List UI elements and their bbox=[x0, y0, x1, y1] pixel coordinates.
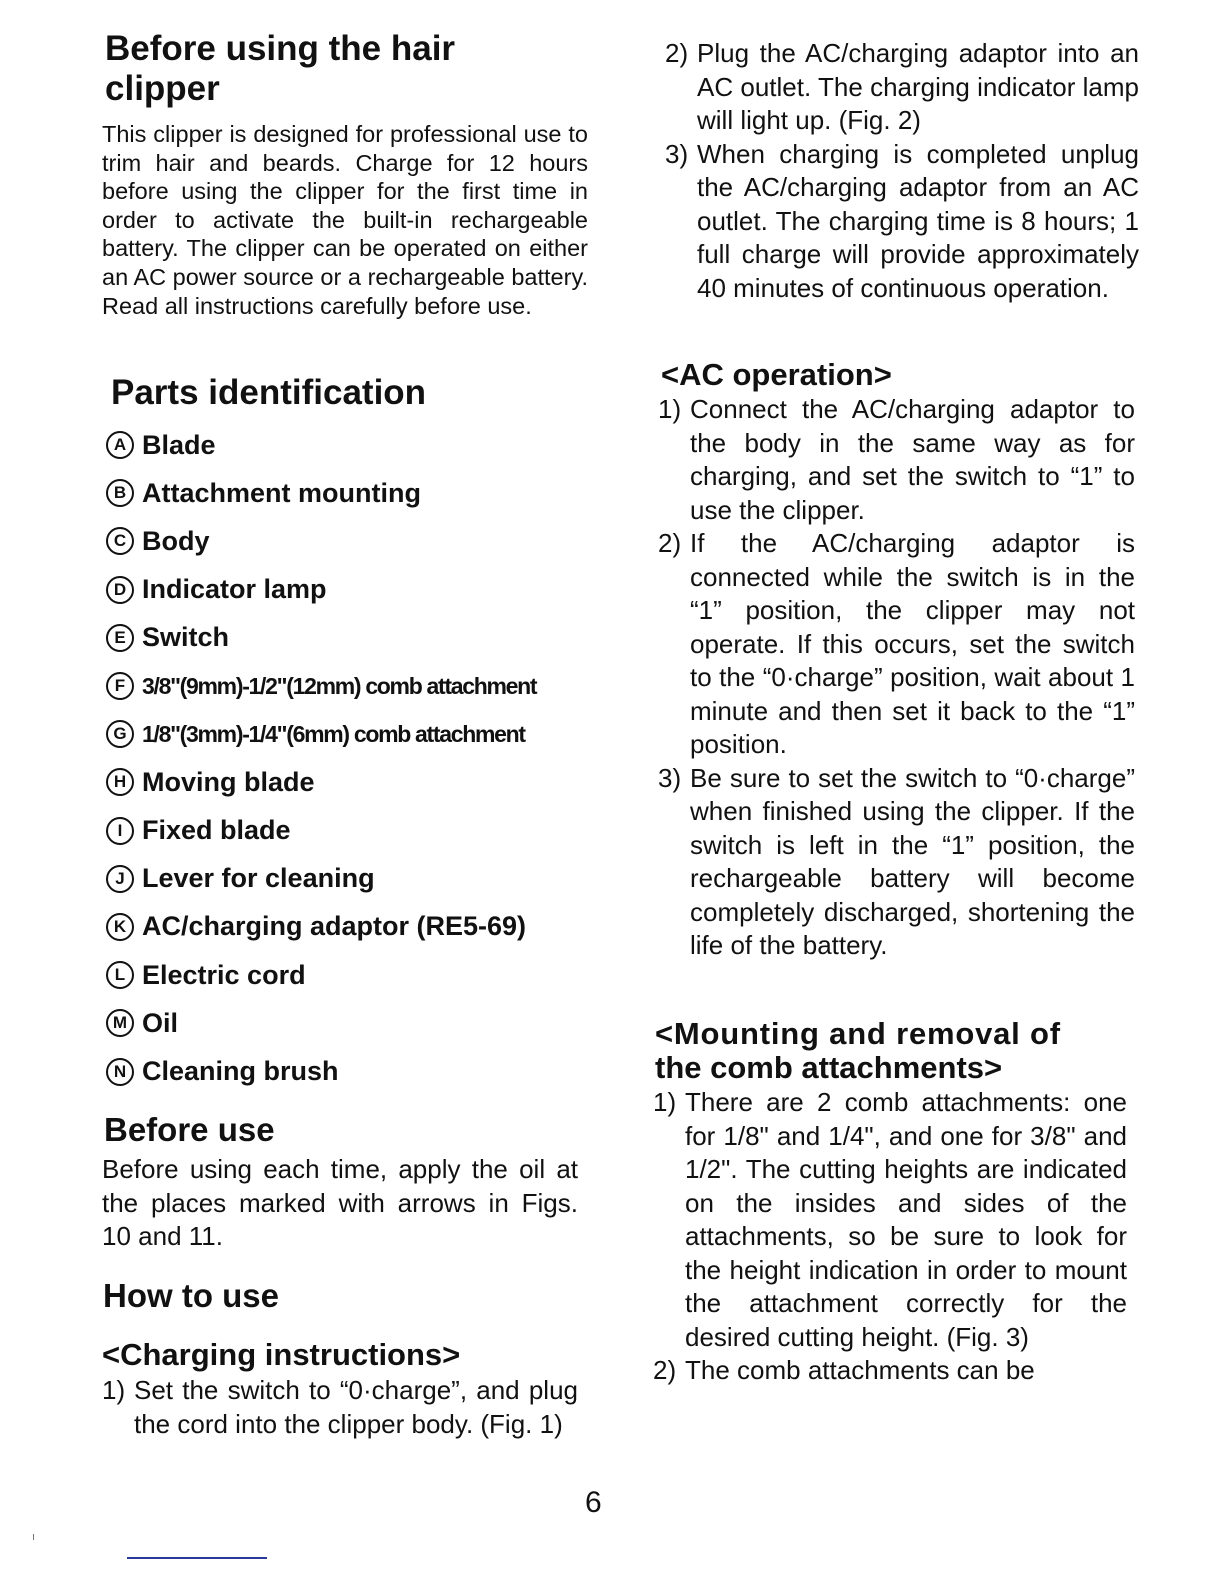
step-text: There are 2 comb attachments: one for 1/8" and 1/4", and one for 3/8" and 1/2". The cutting heights are indicated on the insides and sides of the attachments, so be sure to look for the height indication in order to mount the attachment correctly for the desired cutting height. (Fig. 3) bbox=[685, 1087, 1127, 1352]
step-number: 2) bbox=[665, 38, 689, 68]
bottom-divider bbox=[127, 1557, 267, 1559]
part-item bbox=[106, 421, 596, 469]
circled-letter-j: J bbox=[106, 865, 134, 893]
heading-charging-instructions: <Charging instructions> bbox=[102, 1337, 461, 1372]
circled-letter-n: N bbox=[106, 1058, 134, 1086]
heading-before-use: Before use bbox=[104, 1111, 275, 1148]
part-label: Lever for cleaning bbox=[142, 863, 375, 894]
part-item bbox=[106, 807, 596, 855]
circled-letter-m: M bbox=[106, 1009, 134, 1037]
part-label: Indicator lamp bbox=[142, 574, 327, 605]
part-label: Blade bbox=[142, 429, 216, 460]
circled-letter-d: D bbox=[106, 576, 134, 604]
part-label: AC/charging adaptor (RE5-69) bbox=[142, 911, 527, 942]
heading-parts-identification: Parts identification bbox=[111, 373, 427, 412]
step-text: Be sure to set the switch to “0·charge” when finished using the clipper. If the switch is left in the “1” position, the rechargeable battery will become completely discharged, shortening the life of the battery. bbox=[690, 762, 1135, 960]
mounting-step bbox=[653, 1086, 1127, 1354]
part-item bbox=[106, 566, 596, 614]
circled-letter-k: K bbox=[106, 913, 134, 941]
charging-steps-right bbox=[665, 37, 1139, 305]
part-label: 3/8"(9mm)-1/2"(12mm) comb attachment bbox=[142, 672, 537, 699]
circled-letter-l: L bbox=[106, 961, 134, 989]
circled-letter-e: E bbox=[106, 624, 134, 652]
part-item bbox=[106, 710, 596, 758]
part-item bbox=[106, 662, 596, 710]
ac-step bbox=[658, 393, 1135, 527]
ac-step bbox=[658, 527, 1135, 762]
step-text: Plug the AC/charging adaptor into an AC outlet. The charging indicator lamp will light up. (Fig. 2) bbox=[697, 38, 1139, 135]
ac-operation-steps bbox=[658, 393, 1135, 963]
charging-step bbox=[102, 1374, 578, 1441]
part-label: Switch bbox=[142, 622, 230, 653]
heading-line-1: <Mounting and removal of bbox=[655, 1016, 1061, 1051]
heading-mounting-comb bbox=[655, 1017, 1131, 1085]
intro-paragraph: This clipper is designed for professional use to trim hair and beards. Charge for 12 hours before using the clipper for the first time in order to activate the built-in rechargeable battery. The clipper can be operated on either an AC power source or a rechargeable battery. Read all instructions carefully before use. bbox=[102, 121, 588, 319]
circled-letter-a: A bbox=[106, 431, 134, 459]
step-text: If the AC/charging adaptor is connected while the switch is in the “1” position, the clipper may not operate. If this occurs, set the switch to the “0·charge” position, wait about 1 minute and then set it back to the “1” position. bbox=[690, 528, 1135, 759]
parts-list bbox=[106, 421, 596, 1096]
part-item bbox=[106, 903, 596, 951]
step-text: The comb attachments can be bbox=[685, 1355, 1035, 1385]
ac-step bbox=[658, 762, 1135, 963]
part-label: 1/8"(3mm)-1/4"(6mm) comb attachment bbox=[142, 720, 525, 747]
step-number: 3) bbox=[658, 762, 682, 793]
part-item bbox=[106, 855, 596, 903]
part-item bbox=[106, 469, 596, 517]
scan-edge-mark bbox=[33, 1534, 34, 1540]
part-item bbox=[106, 999, 596, 1047]
step-text: When charging is completed unplug the AC/charging adaptor from an AC outlet. The charging time is 8 hours; 1 full charge will provide approximately 40 minutes of continuous operation. bbox=[697, 138, 1139, 303]
part-item bbox=[106, 951, 596, 999]
part-item bbox=[106, 758, 596, 806]
part-label: Body bbox=[142, 525, 210, 556]
circled-letter-g: G bbox=[106, 720, 134, 748]
step-number: 3) bbox=[665, 138, 689, 169]
circled-letter-f: F bbox=[106, 672, 134, 700]
part-label: Oil bbox=[142, 1007, 179, 1038]
heading-line-1: Before using the hair bbox=[105, 29, 456, 68]
step-text: Set the switch to “0·charge”, and plug the cord into the clipper body. (Fig. 1) bbox=[134, 1375, 578, 1439]
charging-step bbox=[665, 138, 1139, 306]
heading-line-2: the comb attachments> bbox=[655, 1050, 1003, 1085]
part-label: Attachment mounting bbox=[142, 477, 421, 508]
circled-letter-i: I bbox=[106, 817, 134, 845]
circled-letter-h: H bbox=[106, 768, 134, 796]
before-use-paragraph: Before using each time, apply the oil at the places marked with arrows in Figs. 10 and 11. bbox=[102, 1154, 578, 1251]
part-item bbox=[106, 1047, 596, 1095]
mounting-steps bbox=[653, 1086, 1127, 1388]
charging-step bbox=[665, 37, 1139, 138]
heading-how-to-use: How to use bbox=[103, 1277, 280, 1314]
charging-steps-left bbox=[102, 1374, 578, 1441]
circled-letter-b: B bbox=[106, 479, 134, 507]
step-number: 2) bbox=[653, 1355, 677, 1385]
part-item bbox=[106, 517, 596, 565]
step-number: 1) bbox=[658, 394, 682, 424]
part-label: Electric cord bbox=[142, 959, 306, 990]
step-number: 1) bbox=[102, 1375, 126, 1405]
heading-before-using-clipper bbox=[105, 29, 595, 110]
step-number: 2) bbox=[658, 528, 682, 558]
part-label: Moving blade bbox=[142, 766, 315, 797]
heading-line-2: clipper bbox=[105, 69, 220, 109]
heading-ac-operation: <AC operation> bbox=[661, 357, 892, 392]
step-number: 1) bbox=[653, 1087, 677, 1117]
part-item bbox=[106, 614, 596, 662]
page-number: 6 bbox=[585, 1486, 602, 1519]
mounting-step bbox=[653, 1354, 1127, 1388]
circled-letter-c: C bbox=[106, 527, 134, 555]
part-label: Fixed blade bbox=[142, 815, 291, 846]
step-text: Connect the AC/charging adaptor to the body in the same way as for charging, and set the switch to “1” to use the clipper. bbox=[690, 394, 1135, 525]
part-label: Cleaning brush bbox=[142, 1056, 339, 1087]
